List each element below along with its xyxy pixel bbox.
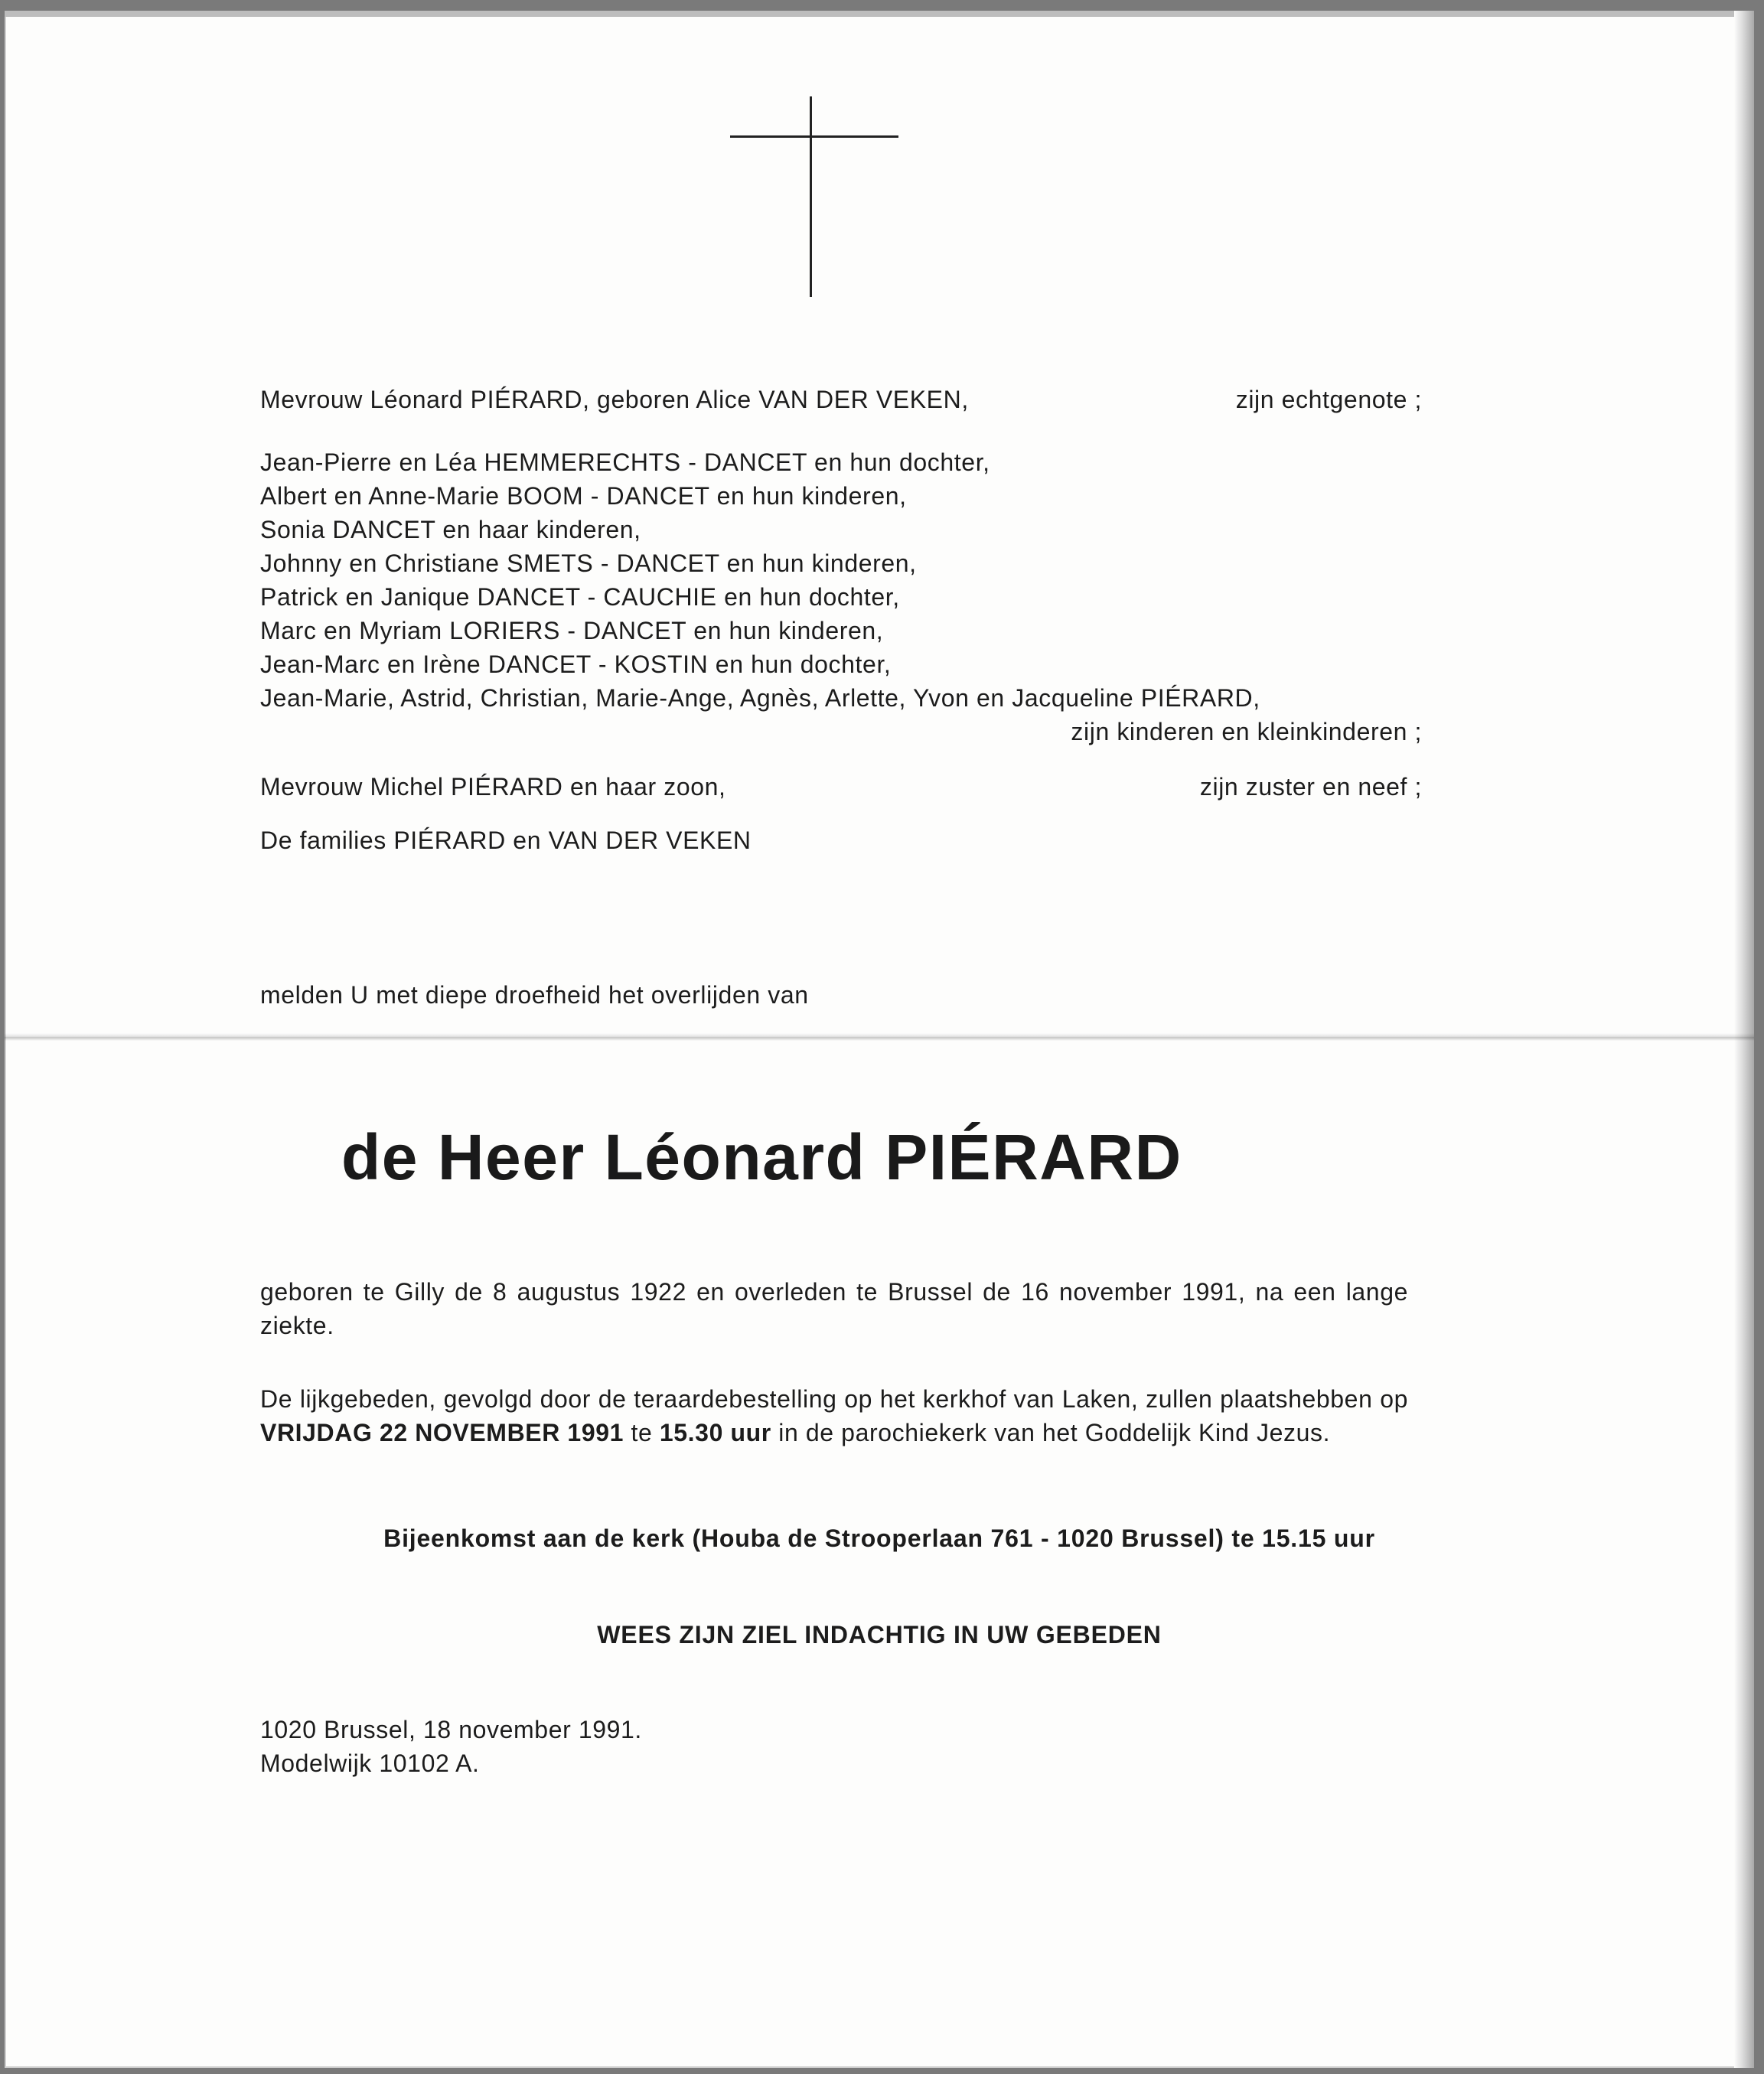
deceased-name: de Heer Léonard PIÉRARD (341, 1121, 1182, 1193)
child-line: Sonia DANCET en haar kinderen, (260, 516, 641, 543)
child-line: Patrick en Janique DANCET - CAUCHIE en hun dochter, (260, 583, 900, 611)
address: Modelwijk 10102 A. (260, 1750, 480, 1777)
mourning-card (5, 11, 1754, 2068)
child-line: Marc en Myriam LORIERS - DANCET en hun kinderen, (260, 617, 884, 644)
scan-edge-top (5, 11, 1754, 17)
child-line: Jean-Marie, Astrid, Christian, Marie-Ange, Agnès, Arlette, Yvon en Jacqueline PIÉRARD, (260, 684, 1260, 712)
child-line: Albert en Anne-Marie BOOM - DANCET en hun kinderen, (260, 482, 907, 510)
sister-line: Mevrouw Michel PIÉRARD en haar zoon, (260, 773, 726, 801)
meeting-text: Bijeenkomst aan de kerk (Houba de Strooperlaan 761 - 1020 Brussel) te 15.15 uur (383, 1525, 1375, 1552)
paper-fold-line (5, 1033, 1754, 1041)
place-date: 1020 Brussel, 18 november 1991. (260, 1716, 642, 1743)
prayer-text: WEES ZIJN ZIEL INDACHTIG IN UW GEBEDEN (597, 1621, 1162, 1648)
child-line: Jean-Marc en Irène DANCET - KOSTIN en hun dochter, (260, 651, 892, 678)
families-line: De families PIÉRARD en VAN DER VEKEN (260, 827, 752, 854)
spouse-line: Mevrouw Léonard PIÉRARD, geboren Alice VAN DER VEKEN, (260, 386, 969, 413)
child-line: Johnny en Christiane SMETS - DANCET en hun kinderen, (260, 549, 917, 577)
children-relation: zijn kinderen en kleinkinderen ; (1071, 718, 1422, 745)
service-date: VRIJDAG 22 NOVEMBER 1991 (260, 1419, 624, 1446)
sister-relation: zijn zuster en neef ; (1199, 773, 1422, 801)
spouse-relation: zijn echtgenote ; (1235, 386, 1422, 413)
service-time: 15.30 uur (659, 1419, 771, 1446)
service-text: De lijkgebeden, gevolgd door de teraardebestelling op het kerkhof van Laken, zullen plaatshebben op VRIJDAG 22 NOVEMBER 1991 te 15.30 uur in de parochiekerk van het Goddelijk Kind Jezus. (260, 1385, 1408, 1446)
birth-death-text: geboren te Gilly de 8 augustus 1922 en overleden te Brussel de 16 november 1991, na een lange ziekte. (260, 1278, 1408, 1339)
intro-line: melden U met diepe droefheid het overlijden van (260, 981, 809, 1009)
child-line: Jean-Pierre en Léa HEMMERECHTS - DANCET en hun dochter, (260, 448, 990, 476)
